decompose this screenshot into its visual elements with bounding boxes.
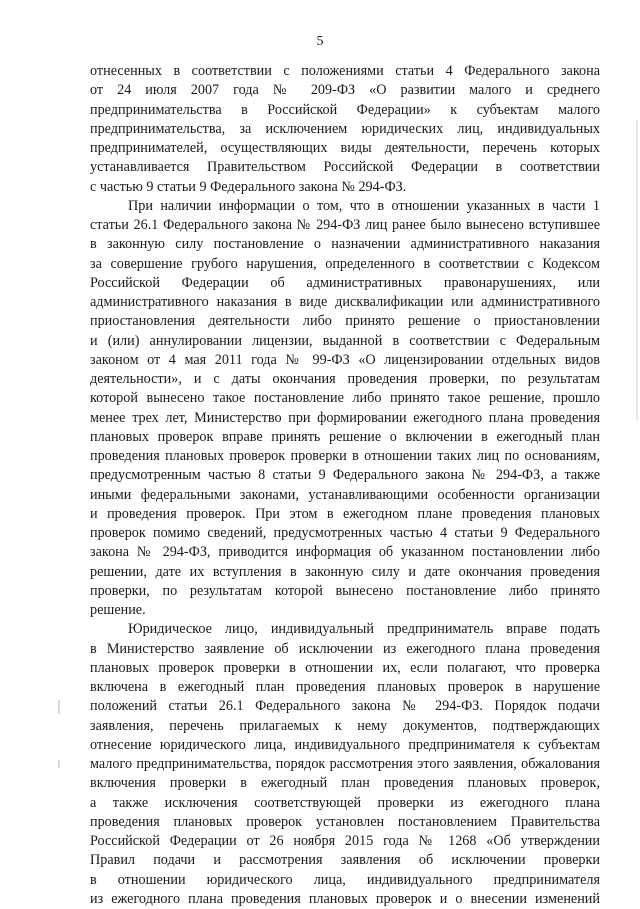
text-line: в Министерство заявление об исключении из ежегодного плана проведения xyxy=(90,640,600,657)
text-line: заявления, перечень прилагаемых к нему документов, подтверждающих xyxy=(90,717,600,734)
text-line: в законную силу постановление о назначении административного наказания xyxy=(90,236,600,253)
page-number: 5 xyxy=(316,34,324,49)
left-margin-mark-top xyxy=(58,700,60,714)
text-line: проведения плановых проверок установлен постановлением Правительства xyxy=(90,813,600,830)
text-line: решение. xyxy=(90,602,146,618)
text-line: из ежегодного плана проведения плановых проверок и о внесении изменений xyxy=(90,890,600,907)
text-line: от 24 июля 2007 года № 209-ФЗ «О развитии малого и среднего xyxy=(90,82,600,99)
text-line: с частью 9 статьи 9 Федерального закона № 294-ФЗ. xyxy=(90,178,407,195)
document-body xyxy=(90,62,600,909)
text-line: проверок помимо сведений, предусмотренных частью 4 статьи 9 Федерального xyxy=(90,525,600,541)
text-line: приостановления деятельности либо принято решение о приостановлении xyxy=(90,313,600,330)
text-line: отнесение юридического лица, индивидуального предпринимателя к субъектам xyxy=(90,736,600,753)
text-line: которой вынесено такое постановление либо принято такое решение, прошло xyxy=(90,390,600,407)
text-line: проверки, по результатам которой вынесено постановление либо принято xyxy=(90,582,600,599)
text-line: решении, дате их вступления в законную силу и дате окончания проведения xyxy=(90,563,600,580)
text-line: предпринимателей, осуществляющих виды деятельности, перечень которых xyxy=(90,140,600,156)
text-line: проведения плановых проверок проверки в отношении таких лиц по основаниям, xyxy=(90,448,600,464)
text-line: статьи 26.1 Федерального закона № 294-ФЗ лиц ранее было вынесено вступившее xyxy=(90,217,600,233)
text-line: включения проверки в ежегодный план проведения плановых проверок, xyxy=(90,775,600,792)
text-line: плановых проверок вправе принять решение о включении в ежегодный план xyxy=(90,428,600,445)
text-line: за совершение грубого нарушения, определенного в соответствии с Кодексом xyxy=(90,255,600,272)
text-line: положений статьи 26.1 Федерального закона № 294-ФЗ. Порядок подачи xyxy=(90,698,600,715)
text-line: отнесенных в соответствии с положениями статьи 4 Федерального закона xyxy=(90,63,600,79)
text-line: и (или) аннулировании лицензии, выданной в соответствии с Федеральным xyxy=(90,332,600,349)
text-line: Российской Федерации от 26 ноября 2015 года № 1268 «Об утверждении xyxy=(90,833,600,849)
text-line: иными федеральными законами, устанавливающими особенности организации xyxy=(90,486,600,503)
text-line: законом от 4 мая 2011 года № 99-ФЗ «О лицензировании отдельных видов xyxy=(90,351,600,368)
text-line: плановых проверок проверки в отношении их, если полагают, что проверка xyxy=(90,659,600,676)
left-margin-mark-bottom xyxy=(58,760,60,768)
text-line: и проведения проверок. При этом в ежегодном плане проведения плановых xyxy=(90,505,600,522)
text-line: включена в ежегодный план проведения плановых проверок в нарушение xyxy=(90,679,600,695)
text-line: При наличии информации о том, что в отношении указанных в части 1 xyxy=(128,197,600,214)
text-line: малого предпринимательства, порядок рассмотрения этого заявления, обжалования xyxy=(90,756,600,772)
text-line: Юридическое лицо, индивидуальный предприниматель вправе подать xyxy=(128,621,600,638)
text-line: предпринимательства, за исключением юридических лиц, индивидуальных xyxy=(90,120,600,137)
text-line: закона № 294-ФЗ, приводится информация об указанном постановлении либо xyxy=(90,544,600,561)
page-edge-shadow xyxy=(636,120,638,420)
text-line: административного наказания в виде дисквалификации или административного xyxy=(90,294,600,310)
text-line: менее трех лет, Министерство при формировании ежегодного плана проведения xyxy=(90,409,600,426)
text-line: деятельности», и с даты окончания проведения проверки, по результатам xyxy=(90,371,600,387)
text-line: а также исключения соответствующей проверки из ежегодного плана xyxy=(90,794,600,811)
text-line: предусмотренным частью 8 статьи 9 Федерального закона № 294-ФЗ, а также xyxy=(90,467,600,484)
text-line: в отношении юридического лица, индивидуального предпринимателя xyxy=(90,871,600,888)
text-line: предпринимательства в Российской Федерации» к субъектам малого xyxy=(90,101,600,118)
text-line: устанавливается Правительством Российской Федерации в соответствии xyxy=(90,159,600,176)
text-line: Российской Федерации об административных правонарушениях, или xyxy=(90,274,600,291)
text-line: Правил подачи и рассмотрения заявления об исключении проверки xyxy=(90,852,600,869)
